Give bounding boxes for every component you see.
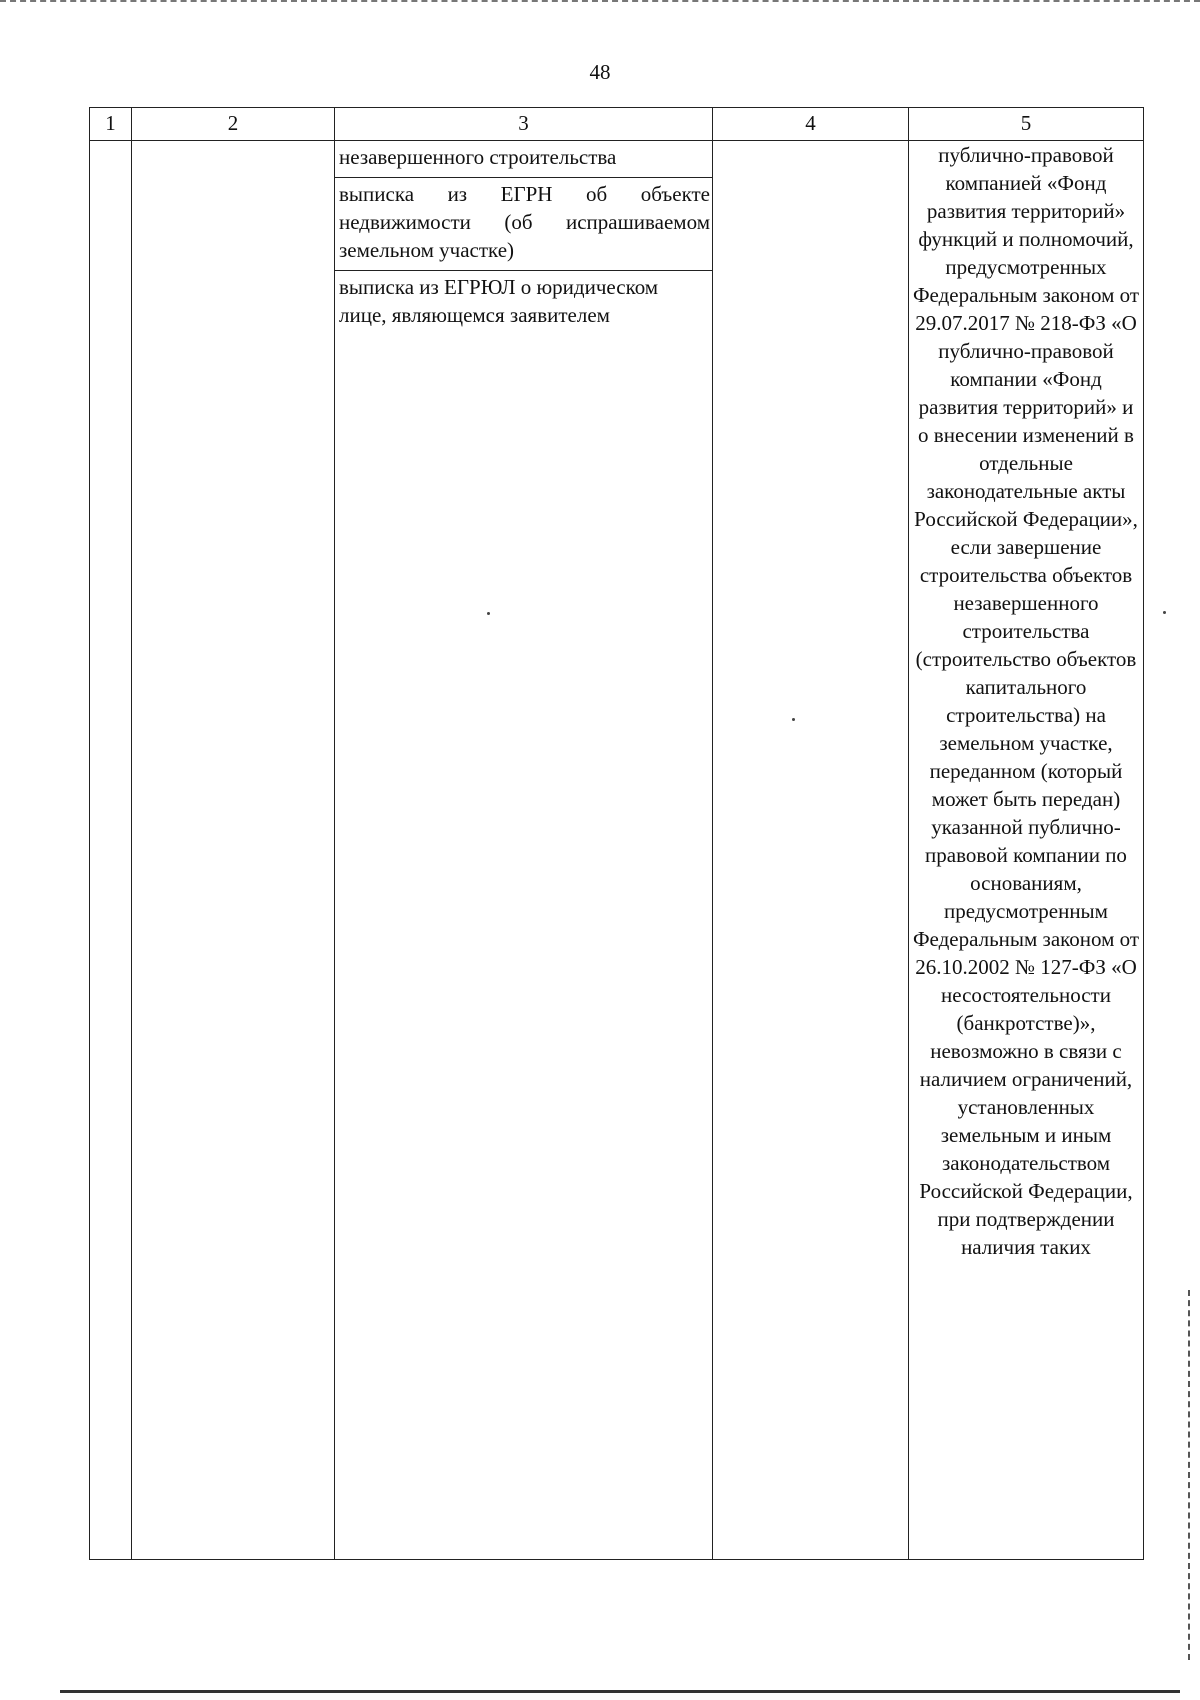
cell-column-2 [132, 141, 335, 1560]
table-row [90, 141, 1144, 1560]
document-item: выписка из ЕГРН об объекте недвижимости (об испрашиваемом земельном участке) [335, 178, 712, 271]
scan-speck [792, 718, 795, 721]
cell-column-3 [335, 141, 713, 1560]
column-header-3: 3 [335, 108, 713, 141]
scan-speck [487, 612, 490, 615]
column-header-4: 4 [713, 108, 909, 141]
table-header-row [90, 108, 1144, 141]
page-number: 48 [589, 60, 611, 84]
document-table [89, 107, 1144, 1560]
column-header-5: 5 [909, 108, 1144, 141]
document-item: выписка из ЕГРЮЛ о юридическом лице, являющемся заявителем [339, 275, 659, 327]
scan-edge-right [1188, 1290, 1190, 1660]
column-header-2: 2 [132, 108, 335, 141]
cell-column-5 [909, 141, 1144, 1560]
column5-text: публично-правовой компанией «Фонд развития территорий» функций и полномочий, предусмотренных Федеральным законом от 29.07.2017 № 218-ФЗ «О публично-правовой компании «Фонд развития территорий» и о внесении изменений в отдельные законодательные акты Российской Федерации», если завершение строительства объектов незавершенного строительства (строительство объектов капитального строительства) на земельном участке, переданном (который может быть передан) указанной публично-правовой компании по основаниям, предусмотренным Федеральным законом от 26.10.2002 № 127-ФЗ «О несостоятельности (банкротстве)», невозможно в связи с наличием ограничений, установленных земельным и иным законодательством Российской Федерации, при подтверждении наличия таких [912, 143, 1140, 1259]
column-header-1: 1 [90, 108, 132, 141]
scan-speck [1163, 611, 1166, 614]
scan-edge-top [0, 0, 1200, 10]
document-item: незавершенного строительства [335, 141, 712, 178]
cell-column-1 [90, 141, 132, 1560]
cell-column-4 [713, 141, 909, 1560]
scan-edge-bottom [60, 1690, 1180, 1693]
